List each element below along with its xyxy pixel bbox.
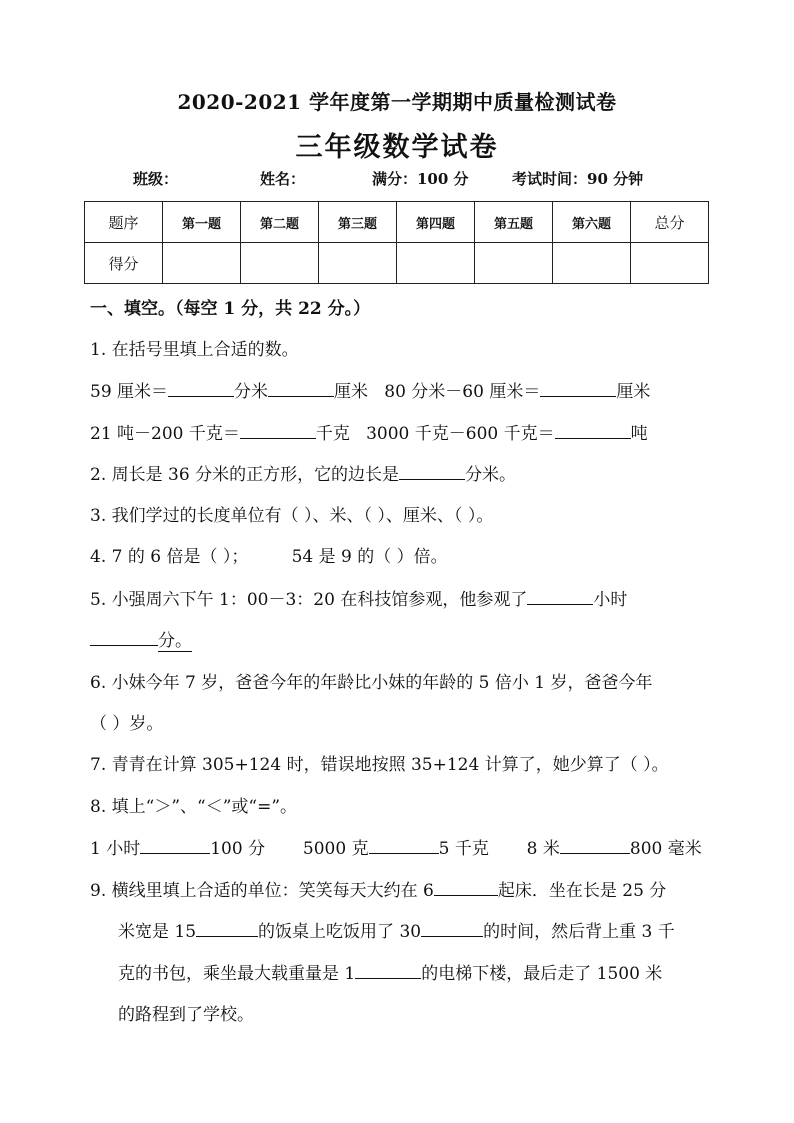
score-cell	[241, 243, 319, 284]
question-6-continued: （ ）岁。	[90, 714, 164, 734]
text: 的电梯下楼，最后走了 1500 米	[421, 964, 663, 984]
table-cell: 第五题	[475, 202, 553, 243]
score-cell	[163, 243, 241, 284]
text: 分米	[234, 382, 269, 402]
question-9-line-4: 的路程到了学校。	[118, 1005, 254, 1025]
text: 吨	[630, 424, 648, 444]
table-cell: 第四题	[397, 202, 475, 243]
score-table-score-row	[85, 243, 709, 284]
text: 分。	[158, 631, 192, 651]
text: 5000 克	[302, 839, 369, 859]
text: 小时	[593, 590, 628, 610]
question-6: 6. 小妹今年 7 岁，爸爸今年的年龄比小妹的年龄的 5 倍小 1 岁，爸爸今年	[90, 673, 653, 693]
table-cell: 题序	[85, 202, 163, 243]
text: 米宽是 15	[118, 922, 197, 942]
exam-time: 考试时间：90 分钟	[512, 170, 644, 188]
text: 8 米	[526, 839, 560, 859]
exam-subtitle: 三年级数学试卷	[295, 132, 499, 163]
text: 分米。	[465, 465, 517, 485]
text: 的饭桌上吃饭用了 30	[258, 922, 422, 942]
score-cell	[553, 243, 631, 284]
text: 的时间，然后背上重 3 千	[483, 922, 675, 942]
answer-blank[interactable]	[168, 380, 234, 397]
answer-blank[interactable]	[196, 920, 258, 937]
score-cell	[397, 243, 475, 284]
question-9-line-3	[118, 962, 662, 985]
question-8-items	[90, 837, 702, 860]
score-table-header-row	[85, 202, 709, 243]
question-5	[90, 588, 627, 611]
text: 800 毫米	[629, 839, 702, 859]
text: 克的书包，乘坐最大载重量是 1	[118, 964, 356, 984]
answer-blank[interactable]	[268, 380, 334, 397]
answer-blank[interactable]	[421, 920, 483, 937]
text: 100 分	[210, 839, 266, 859]
text: 厘米	[334, 382, 369, 402]
answer-blank[interactable]	[560, 837, 630, 854]
name-label: 姓名：	[260, 170, 306, 188]
answer-blank[interactable]	[140, 837, 210, 854]
section-heading: 一、填空。（每空 1 分，共 22 分。）	[90, 299, 371, 319]
table-cell: 第二题	[241, 202, 319, 243]
text: 3000 千克－600 千克＝	[366, 424, 555, 444]
question-9-line-2	[118, 920, 675, 943]
answer-blank[interactable]	[540, 380, 616, 397]
answer-blank[interactable]	[399, 463, 465, 480]
text: 1 小时	[90, 839, 141, 859]
score-cell	[631, 243, 709, 284]
question-1-line-1	[90, 380, 650, 403]
score-table	[84, 201, 709, 284]
text: 厘米	[616, 382, 651, 402]
text: 54 是 9 的（ ）倍。	[291, 547, 448, 567]
question-2	[90, 463, 516, 486]
text: 千克	[315, 424, 350, 444]
table-cell: 得分	[85, 243, 163, 284]
exam-title: 2020-2021 学年度第一学期期中质量检测试卷	[177, 90, 617, 114]
score-cell	[475, 243, 553, 284]
class-label: 班级：	[133, 170, 179, 188]
text: 5 千克	[438, 839, 489, 859]
answer-blank[interactable]	[240, 422, 316, 439]
answer-blank[interactable]	[555, 422, 631, 439]
question-9-line-1	[90, 879, 666, 902]
question-4	[90, 546, 448, 568]
table-cell: 第三题	[319, 202, 397, 243]
answer-blank[interactable]	[434, 879, 498, 896]
answer-blank[interactable]	[527, 588, 593, 605]
table-cell: 第六题	[553, 202, 631, 243]
question-1-stem: 1. 在括号里填上合适的数。	[90, 340, 299, 360]
text: 80 分米－60 厘米＝	[384, 382, 541, 402]
answer-blank[interactable]	[369, 837, 439, 854]
text: 21 吨－200 千克＝	[90, 424, 240, 444]
text: 5. 小强周六下午 1：00－3：20 在科技馆参观，他参观了	[90, 590, 528, 610]
answer-blank[interactable]	[355, 962, 421, 979]
full-score: 满分：100 分	[372, 170, 469, 188]
question-8-stem: 8. 填上“＞”、“＜”或“=”。	[90, 797, 298, 817]
text: 59 厘米＝	[90, 382, 169, 402]
question-7: 7. 青青在计算 305+124 时，错误地按照 35+124 计算了，她少算了（ ）。	[90, 755, 669, 775]
text: 9. 横线里填上合适的单位：笑笑每天大约在 6	[90, 881, 434, 901]
question-1-line-2	[90, 422, 648, 445]
text: 4. 7 的 6 倍是（ ）；	[90, 547, 249, 567]
question-3: 3. 我们学过的长度单位有（ ）、米、（ ）、厘米、（ ）。	[90, 506, 494, 526]
table-cell: 第一题	[163, 202, 241, 243]
text: 2. 周长是 36 分米的正方形，它的边长是	[90, 465, 400, 485]
question-5-continued	[90, 629, 192, 652]
answer-blank[interactable]	[90, 629, 158, 646]
score-cell	[319, 243, 397, 284]
text: 起床．坐在长是 25 分	[497, 881, 667, 901]
table-cell: 总分	[631, 202, 709, 243]
